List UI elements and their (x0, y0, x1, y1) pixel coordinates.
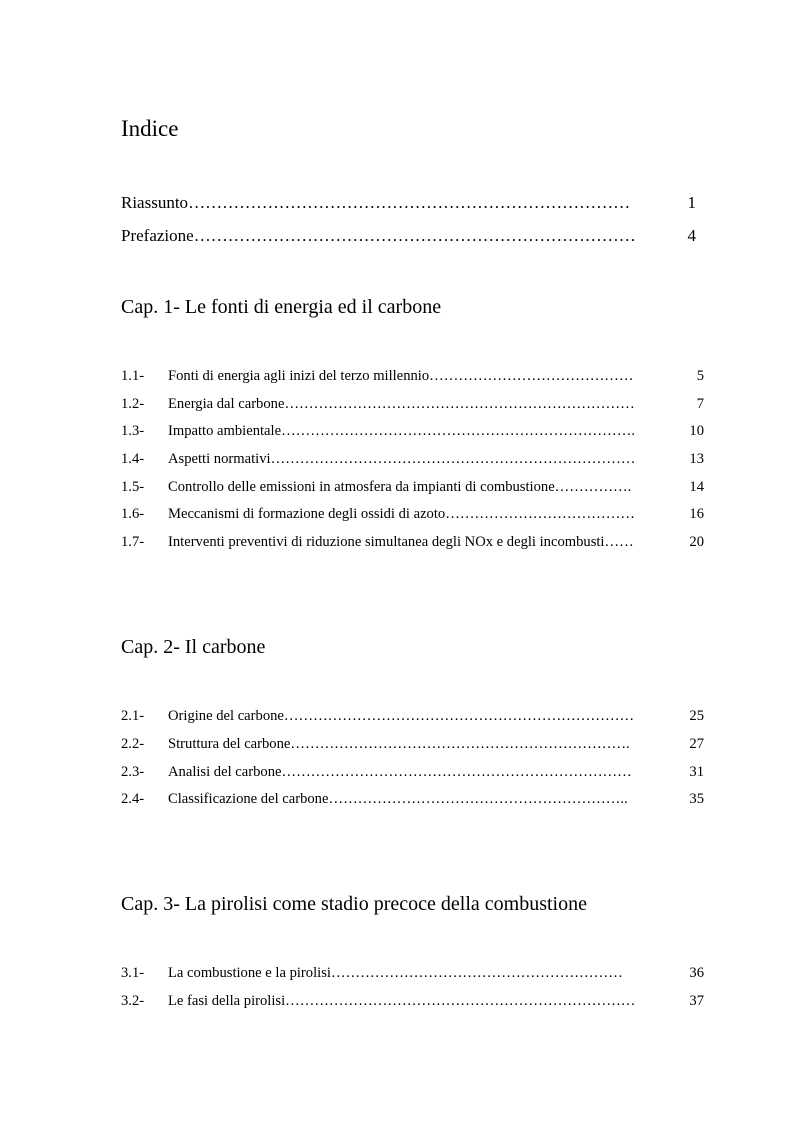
toc-entry[interactable] (121, 477, 704, 497)
toc-page-number: 5 (696, 368, 704, 384)
toc-entry[interactable] (121, 504, 704, 524)
toc-entry-label: Origine del carbone……………………………………………………………… (168, 708, 635, 724)
toc-entry[interactable] (121, 762, 704, 782)
toc-entry[interactable] (121, 734, 704, 754)
toc-entry-number: 1.1- (121, 368, 145, 384)
page-title: Indice (121, 116, 179, 141)
toc-entry[interactable] (121, 991, 704, 1011)
toc-entry-label: Interventi preventivi di riduzione simultanea degli NOx e degli incombusti…… (168, 534, 634, 550)
toc-page-number: 14 (689, 479, 704, 495)
toc-page-number: 36 (689, 965, 704, 981)
toc-entry-label: Impatto ambientale………………………………………………………………. (168, 423, 635, 439)
chapter-title: Cap. 2- Il carbone (121, 636, 266, 658)
toc-entry[interactable] (121, 366, 704, 386)
toc-entry-number: 1.7- (121, 534, 145, 550)
chapter-title: Cap. 3- La pirolisi come stadio precoce della combustione (121, 893, 587, 915)
toc-entry-number: 1.4- (121, 451, 145, 467)
toc-page-number: 37 (689, 993, 704, 1009)
toc-entry-number: 1.2- (121, 396, 145, 412)
toc-entry-number: 2.2- (121, 736, 145, 752)
toc-entry-label: Fonti di energia agli inizi del terzo millennio…………………………………… (168, 368, 634, 384)
toc-entry[interactable] (121, 789, 704, 809)
toc-page-number: 16 (689, 506, 704, 522)
toc-page-number: 20 (689, 534, 704, 550)
toc-entry[interactable] (121, 421, 704, 441)
toc-page-number: 25 (689, 708, 704, 724)
toc-entry-label: Analisi del carbone……………………………………………………………… (168, 764, 632, 780)
toc-entry-label: Le fasi della pirolisi……………………………………………………………… (168, 993, 636, 1009)
toc-entry-number: 2.4- (121, 791, 145, 807)
toc-entry-number: 1.5- (121, 479, 145, 495)
toc-entry-number: 1.3- (121, 423, 145, 439)
toc-entry-label: Energia dal carbone……………………………………………………………… (168, 396, 635, 412)
toc-entry-label: Riassunto…………………………………………………………………… (121, 193, 631, 212)
toc-entry-label: Classificazione del carbone…………………………………………………….. (168, 791, 628, 807)
toc-page-number: 35 (689, 791, 704, 807)
toc-entry[interactable] (121, 532, 704, 552)
toc-entry[interactable] (121, 963, 704, 983)
toc-entry[interactable] (121, 449, 704, 469)
toc-page-number: 1 (687, 193, 696, 212)
toc-page-number: 27 (689, 736, 704, 752)
toc-page-number: 31 (689, 764, 704, 780)
toc-page-number: 7 (696, 396, 704, 412)
toc-entry-label: Meccanismi di formazione degli ossidi di azoto………………………………… (168, 506, 635, 522)
toc-entry-number: 3.1- (121, 965, 145, 981)
toc-page-number: 4 (687, 226, 696, 245)
toc-entry-label: Aspetti normativi………………………………………………………………… (168, 451, 636, 467)
toc-entry-label: La combustione e la pirolisi…………………………………………………… (168, 965, 623, 981)
toc-entry-number: 2.3- (121, 764, 145, 780)
toc-entry-number: 2.1- (121, 708, 145, 724)
toc-entry-label: Struttura del carbone……………………………………………………………. (168, 736, 630, 752)
toc-page-number: 10 (689, 423, 704, 439)
toc-page-number: 13 (689, 451, 704, 467)
toc-entry-label: Controllo delle emissioni in atmosfera da impianti di combustione……………. (168, 479, 632, 495)
toc-entry-number: 3.2- (121, 993, 145, 1009)
toc-entry[interactable] (121, 394, 704, 414)
chapter-title: Cap. 1- Le fonti di energia ed il carbone (121, 296, 442, 318)
toc-entry-label: Prefazione…………………………………………………………………… (121, 226, 636, 245)
toc-entry-number: 1.6- (121, 506, 145, 522)
toc-entry[interactable] (121, 706, 704, 726)
